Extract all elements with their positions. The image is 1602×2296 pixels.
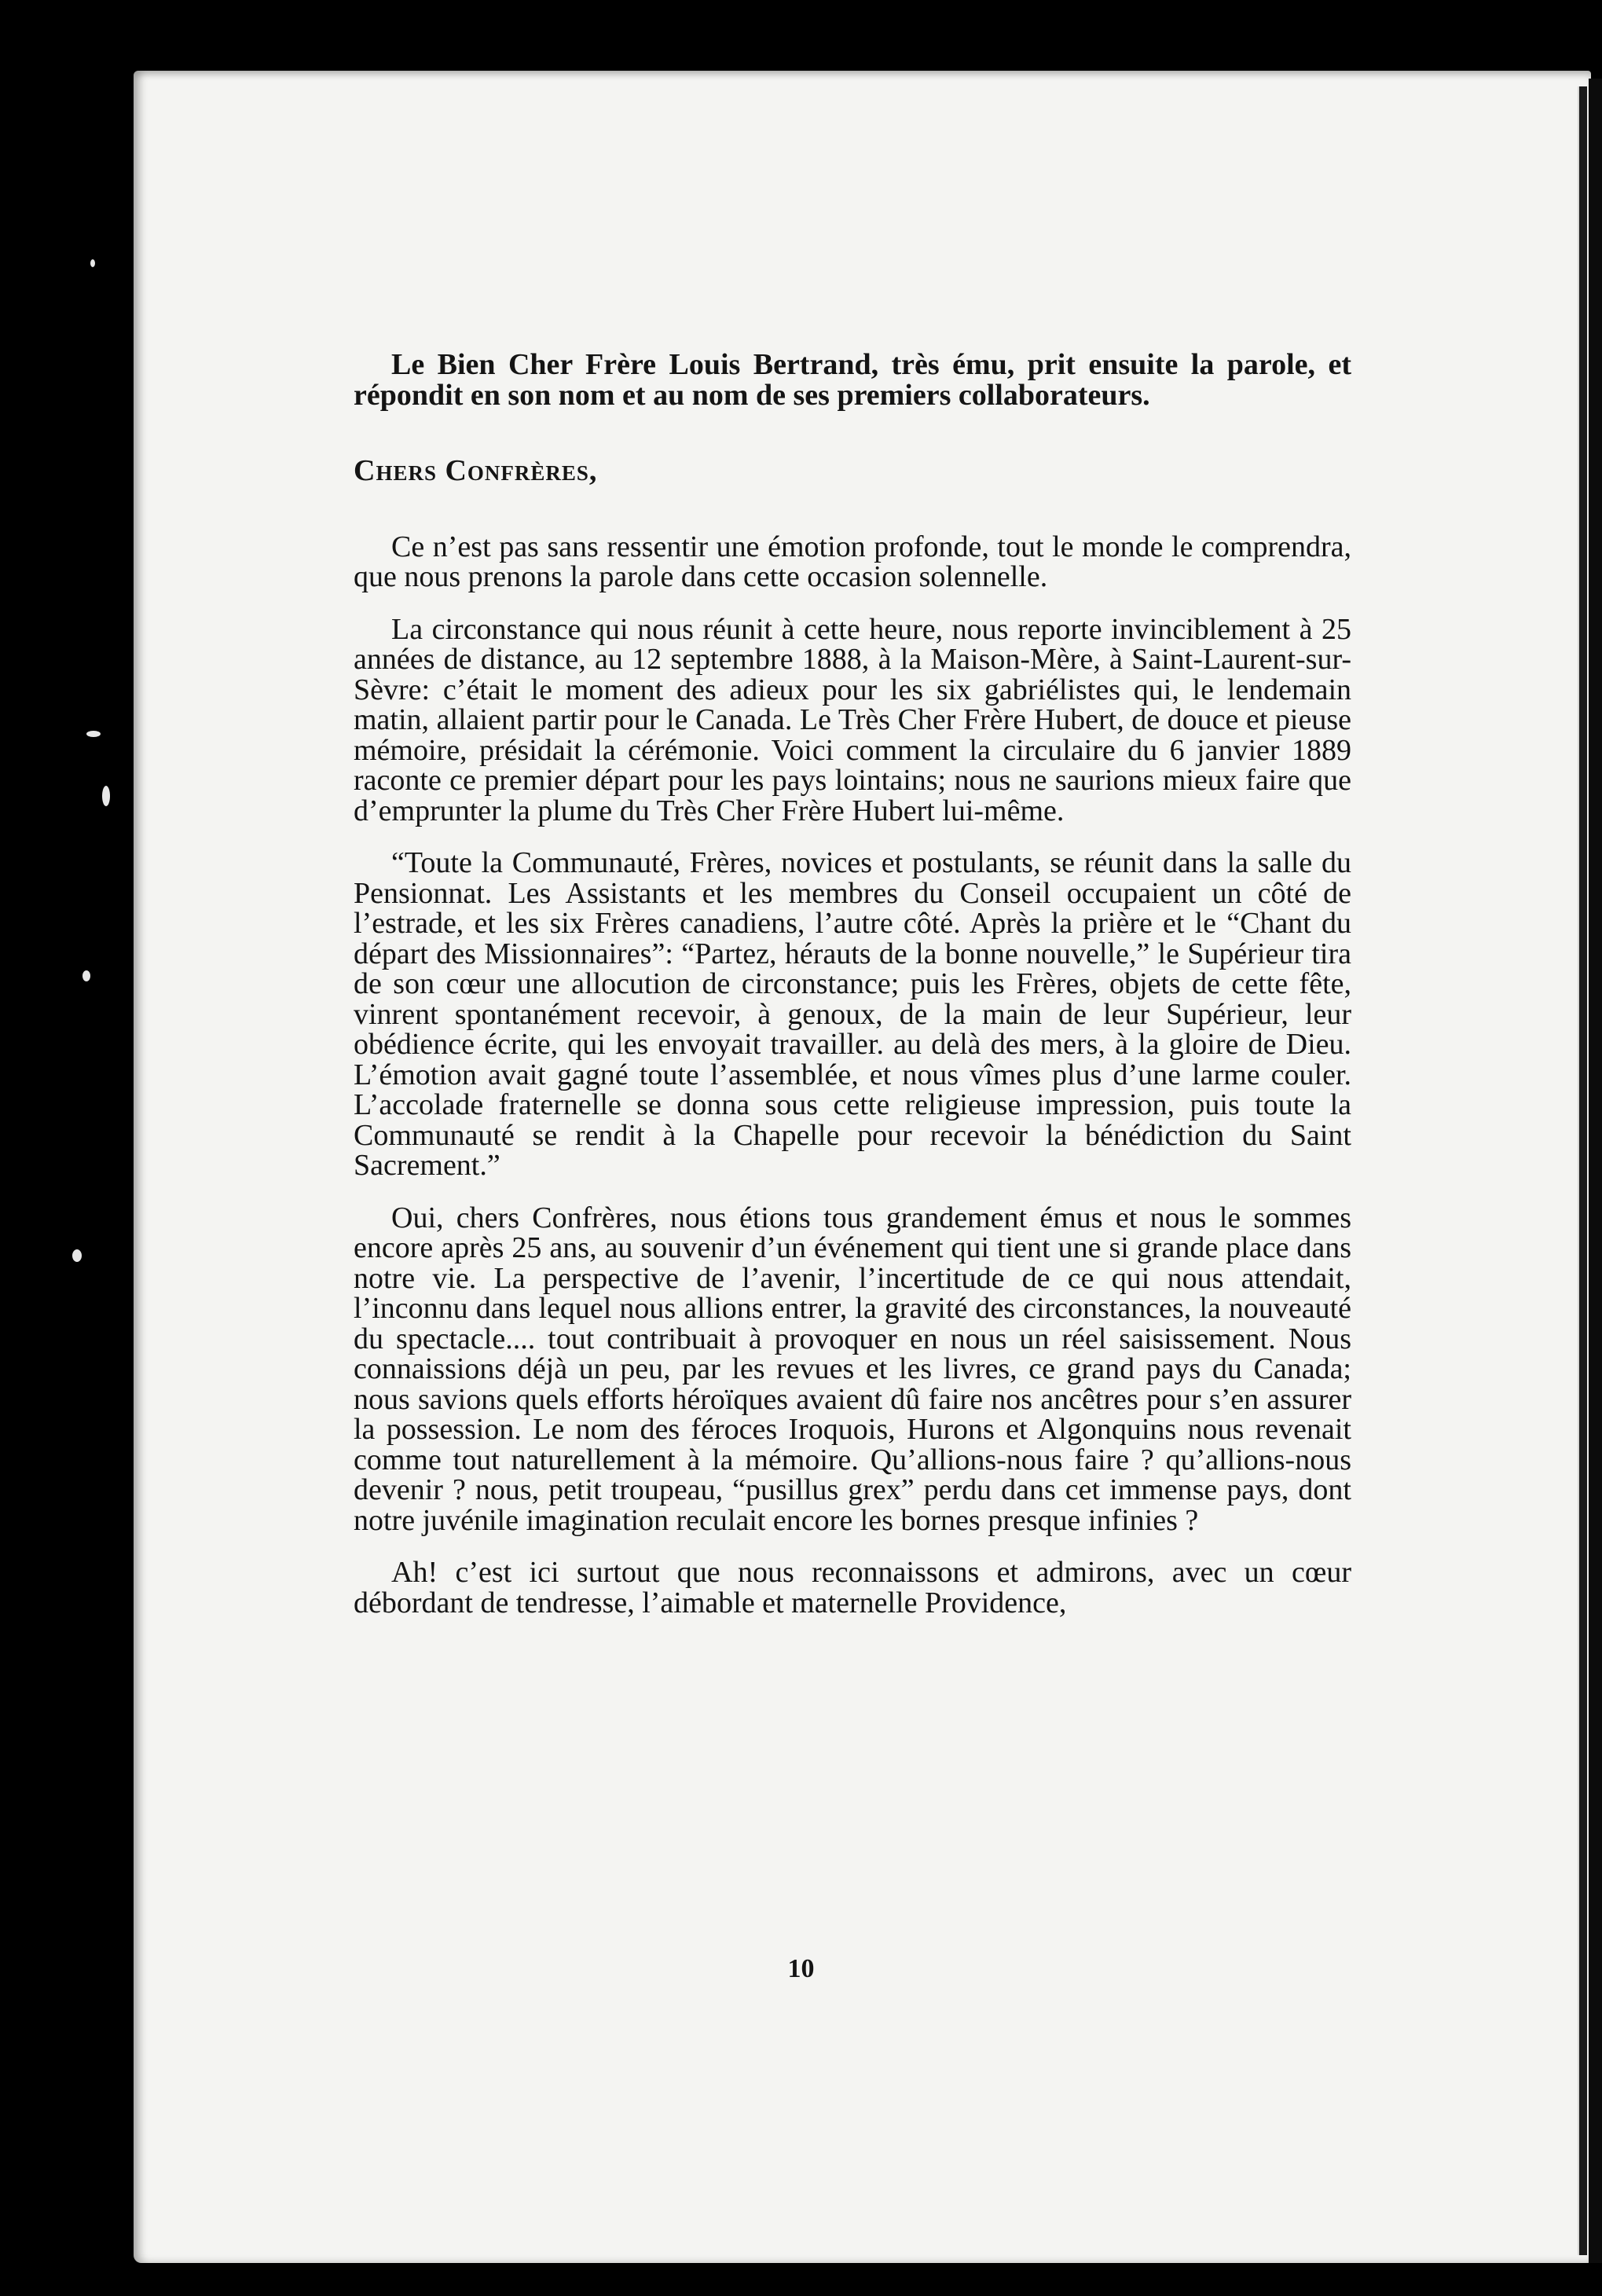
- page-edge: [1589, 79, 1602, 2263]
- margin-speck: [90, 259, 95, 267]
- intro-paragraph: Le Bien Cher Frère Louis Bertrand, très ému, prit ensuite la parole, et répondit en son nom et au nom de ses premiers collaborateurs.: [354, 348, 1351, 412]
- paragraph: Ah! c’est ici surtout que nous reconnaissons et admirons, avec un cœur débordant de tendresse, l’aimable et maternelle Providence,: [354, 1556, 1351, 1619]
- margin-speck: [86, 731, 101, 737]
- margin-speck: [82, 970, 90, 981]
- margin-speck: [72, 1249, 82, 1262]
- margin-speck: [102, 786, 110, 806]
- paragraph: La circonstance qui nous réunit à cette heure, nous reporte invinciblement à 25 années de distance, au 12 septembre 1888, à la Maison-Mère, à Saint-Laurent-sur-Sèvre: c’était le moment des adieux pour les six gabriélistes qui, le lendemain matin, allaient partir pour le Canada. Le Très Cher Frère Hubert, de douce et pieuse mémoire, présidait la cérémonie. Voici comment la circulaire du 6 janvier 1889 raconte ce premier départ pour les pays lointains; nous ne saurions mieux faire que d’emprunter la plume du Très Cher Frère Hubert lui-même.: [354, 612, 1351, 827]
- paragraph: Oui, chers Confrères, nous étions tous grandement émus et nous le sommes encore après 25 ans, au souvenir d’un événement qui tient une si grande place dans notre vie. La perspective de l’avenir, l’incertitude de ce qui nous attendait, l’inconnu dans lequel nous allions entrer, la gravité des circonstances, la nouveauté du spectacle.... tout contribuait à provoquer en nous un réel saisissement. Nous connaissions déjà un peu, par les revues et les livres, ce grand pays du Canada; nous savions quels efforts héroïques avaient dû faire nos ancêtres pour s’en assurer la possession. Le nom des féroces Iroquois, Hurons et Algonquins nous revenait comme tout naturellement à la mémoire. Qu’allions-nous faire ? qu’allions-nous devenir ? nous, petit troupeau, “pusillus grex” perdu dans cet immense pays, dont notre juvénile imagination reculait encore les bornes presque infinies ?: [354, 1201, 1351, 1537]
- page-gutter: [1578, 86, 1587, 2255]
- document-body: [354, 350, 1351, 1618]
- paragraph: “Toute la Communauté, Frères, novices et postulants, se réunit dans la salle du Pensionnat. Les Assistants et les membres du Conseil occupaient un côté de l’estrade, et les six Frères canadiens, l’autre côté. Après la prière et le “Chant du départ des Missionnaires”: “Partez, hérauts de la bonne nouvelle,” le Supérieur tira de son cœur une allocution de circonstance; puis les Frères, objets de cette fête, vinrent spontanément recevoir, à genoux, de la main de leur Supérieur, leur obédience écrite, qui les envoyait travailler. au delà des mers, à la gloire de Dieu. L’émotion avait gagné toute l’assemblée, et nous vîmes plus d’une larme couler. L’accolade fraternelle se donna sous cette religieuse impression, puis toute la Communauté se rendit à la Chapelle pour recevoir la bénédiction du Saint Sacrement.”: [354, 846, 1351, 1182]
- page-number: 10: [787, 1954, 815, 1983]
- salutation: Chers Confrères,: [354, 454, 598, 487]
- paragraph: Ce n’est pas sans ressentir une émotion profonde, tout le monde le comprendra, que nous prenons la parole dans cette occasion solennelle.: [354, 530, 1351, 593]
